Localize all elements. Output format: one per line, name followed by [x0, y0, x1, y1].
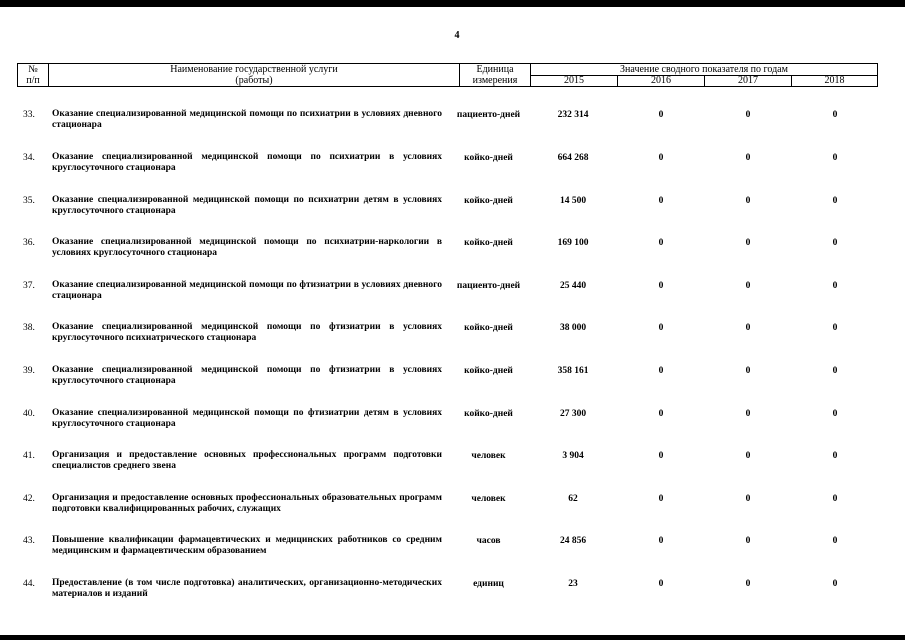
header-year-2016: 2016 — [617, 75, 705, 87]
unit-of-measure: часов — [476, 536, 501, 546]
service-name: Оказание специализированной медицинской помощи по фтизиатрии в условиях дневного стационара — [52, 280, 442, 301]
table-row — [17, 364, 878, 406]
table-row — [17, 279, 878, 321]
unit-of-measure: человек — [471, 494, 506, 504]
header-name-line1: Наименование государственной услуги — [170, 64, 338, 75]
service-name: Организация и предоставление основных профессиональных образовательных программ подготовки квалифицированных рабочих, служащих — [52, 493, 442, 514]
value-2016: 0 — [658, 366, 664, 376]
service-name: Оказание специализированной медицинской помощи по фтизиатрии детям в условиях круглосуточного стационара — [52, 408, 442, 429]
value-2017: 0 — [745, 409, 751, 419]
value-2017: 0 — [745, 238, 751, 248]
value-2017: 0 — [745, 323, 751, 333]
service-name: Оказание специализированной медицинской помощи по фтизиатрии в условиях круглосуточного психиатрического стационара — [52, 322, 442, 343]
table-row — [17, 577, 878, 619]
row-number: 42. — [23, 494, 35, 504]
header-name-line2: (работы) — [235, 75, 273, 86]
table-header — [17, 63, 878, 87]
value-2018: 0 — [832, 153, 838, 163]
row-number: 33. — [23, 110, 35, 120]
unit-of-measure: единиц — [473, 579, 504, 589]
unit-of-measure: койко-дней — [464, 366, 513, 376]
service-name: Организация и предоставление основных профессиональных программ подготовки специалистов среднего звена — [52, 450, 442, 471]
table-row — [17, 194, 878, 236]
row-number: 44. — [23, 579, 35, 589]
unit-of-measure: пациенто-дней — [456, 281, 521, 291]
value-2017: 0 — [745, 451, 751, 461]
value-2018: 0 — [832, 281, 838, 291]
value-2017: 0 — [745, 494, 751, 504]
scan-top-border — [0, 0, 905, 7]
header-year-2015: 2015 — [530, 75, 618, 87]
header-unit-line2: измерения — [472, 75, 518, 86]
value-2016: 0 — [658, 281, 664, 291]
header-unit — [459, 63, 531, 87]
table-row — [17, 321, 878, 363]
header-num-line1: № — [28, 64, 38, 75]
row-number: 41. — [23, 451, 35, 461]
service-name: Предоставление (в том числе подготовка) аналитических, организационно-методических материалов и изданий — [52, 578, 442, 599]
table-row — [17, 236, 878, 278]
value-2016: 0 — [658, 536, 664, 546]
value-2018: 0 — [832, 494, 838, 504]
value-2015: 23 — [568, 579, 578, 589]
value-2015: 27 300 — [559, 409, 587, 419]
value-2017: 0 — [745, 196, 751, 206]
value-2015: 38 000 — [559, 323, 587, 333]
value-2015: 14 500 — [559, 196, 587, 206]
table-row — [17, 492, 878, 534]
table-row — [17, 407, 878, 449]
value-2015: 24 856 — [559, 536, 587, 546]
unit-of-measure: койко-дней — [464, 153, 513, 163]
value-2016: 0 — [658, 238, 664, 248]
value-2015: 25 440 — [559, 281, 587, 291]
unit-of-measure: человек — [471, 451, 506, 461]
row-number: 40. — [23, 409, 35, 419]
row-number: 34. — [23, 153, 35, 163]
value-2016: 0 — [658, 409, 664, 419]
value-2017: 0 — [745, 536, 751, 546]
header-name — [48, 63, 460, 87]
value-2017: 0 — [745, 281, 751, 291]
value-2015: 664 268 — [557, 153, 589, 163]
header-values-title: Значение сводного показателя по годам — [530, 63, 878, 76]
value-2016: 0 — [658, 153, 664, 163]
value-2018: 0 — [832, 110, 838, 120]
value-2016: 0 — [658, 323, 664, 333]
row-number: 37. — [23, 281, 35, 291]
scan-bottom-border — [0, 635, 905, 640]
row-number: 39. — [23, 366, 35, 376]
value-2018: 0 — [832, 409, 838, 419]
value-2018: 0 — [832, 366, 838, 376]
value-2017: 0 — [745, 366, 751, 376]
unit-of-measure: койко-дней — [464, 196, 513, 206]
service-name: Оказание специализированной медицинской помощи по психиатрии детям в условиях круглосуточного стационара — [52, 195, 442, 216]
table-row — [17, 108, 878, 150]
header-year-2018: 2018 — [791, 75, 878, 87]
value-2018: 0 — [832, 579, 838, 589]
table-row — [17, 534, 878, 576]
table-row — [17, 449, 878, 491]
row-number: 35. — [23, 196, 35, 206]
value-2015: 3 904 — [562, 451, 584, 461]
value-2018: 0 — [832, 196, 838, 206]
unit-of-measure: койко-дней — [464, 238, 513, 248]
value-2015: 62 — [568, 494, 578, 504]
service-name: Оказание специализированной медицинской помощи по психиатрии в условиях круглосуточного стационара — [52, 152, 442, 173]
service-name: Повышение квалификации фармацевтических и медицинских работников со средним медицинским и фармацевтическим образованием — [52, 535, 442, 556]
value-2018: 0 — [832, 536, 838, 546]
value-2018: 0 — [832, 323, 838, 333]
value-2016: 0 — [658, 451, 664, 461]
value-2016: 0 — [658, 579, 664, 589]
value-2016: 0 — [658, 110, 664, 120]
service-name: Оказание специализированной медицинской помощи по фтизиатрии в условиях круглосуточного стационара — [52, 365, 442, 386]
value-2018: 0 — [832, 238, 838, 248]
value-2018: 0 — [832, 451, 838, 461]
value-2017: 0 — [745, 153, 751, 163]
header-unit-line1: Единица — [476, 64, 514, 75]
row-number: 38. — [23, 323, 35, 333]
header-year-2017: 2017 — [704, 75, 792, 87]
service-name: Оказание специализированной медицинской помощи по психиатрии-наркологии в условиях круглосуточного стационара — [52, 237, 442, 258]
value-2015: 232 314 — [557, 110, 589, 120]
header-num-line2: п/п — [26, 75, 40, 86]
unit-of-measure: койко-дней — [464, 323, 513, 333]
service-name: Оказание специализированной медицинской помощи по психиатрии в условиях дневного стационара — [52, 109, 442, 130]
row-number: 36. — [23, 238, 35, 248]
unit-of-measure: пациенто-дней — [456, 110, 521, 120]
value-2016: 0 — [658, 196, 664, 206]
value-2017: 0 — [745, 579, 751, 589]
value-2015: 169 100 — [557, 238, 589, 248]
value-2016: 0 — [658, 494, 664, 504]
table-row — [17, 151, 878, 193]
row-number: 43. — [23, 536, 35, 546]
header-num — [17, 63, 49, 87]
value-2015: 358 161 — [557, 366, 589, 376]
page-number: 4 — [454, 30, 460, 41]
value-2017: 0 — [745, 110, 751, 120]
unit-of-measure: койко-дней — [464, 409, 513, 419]
